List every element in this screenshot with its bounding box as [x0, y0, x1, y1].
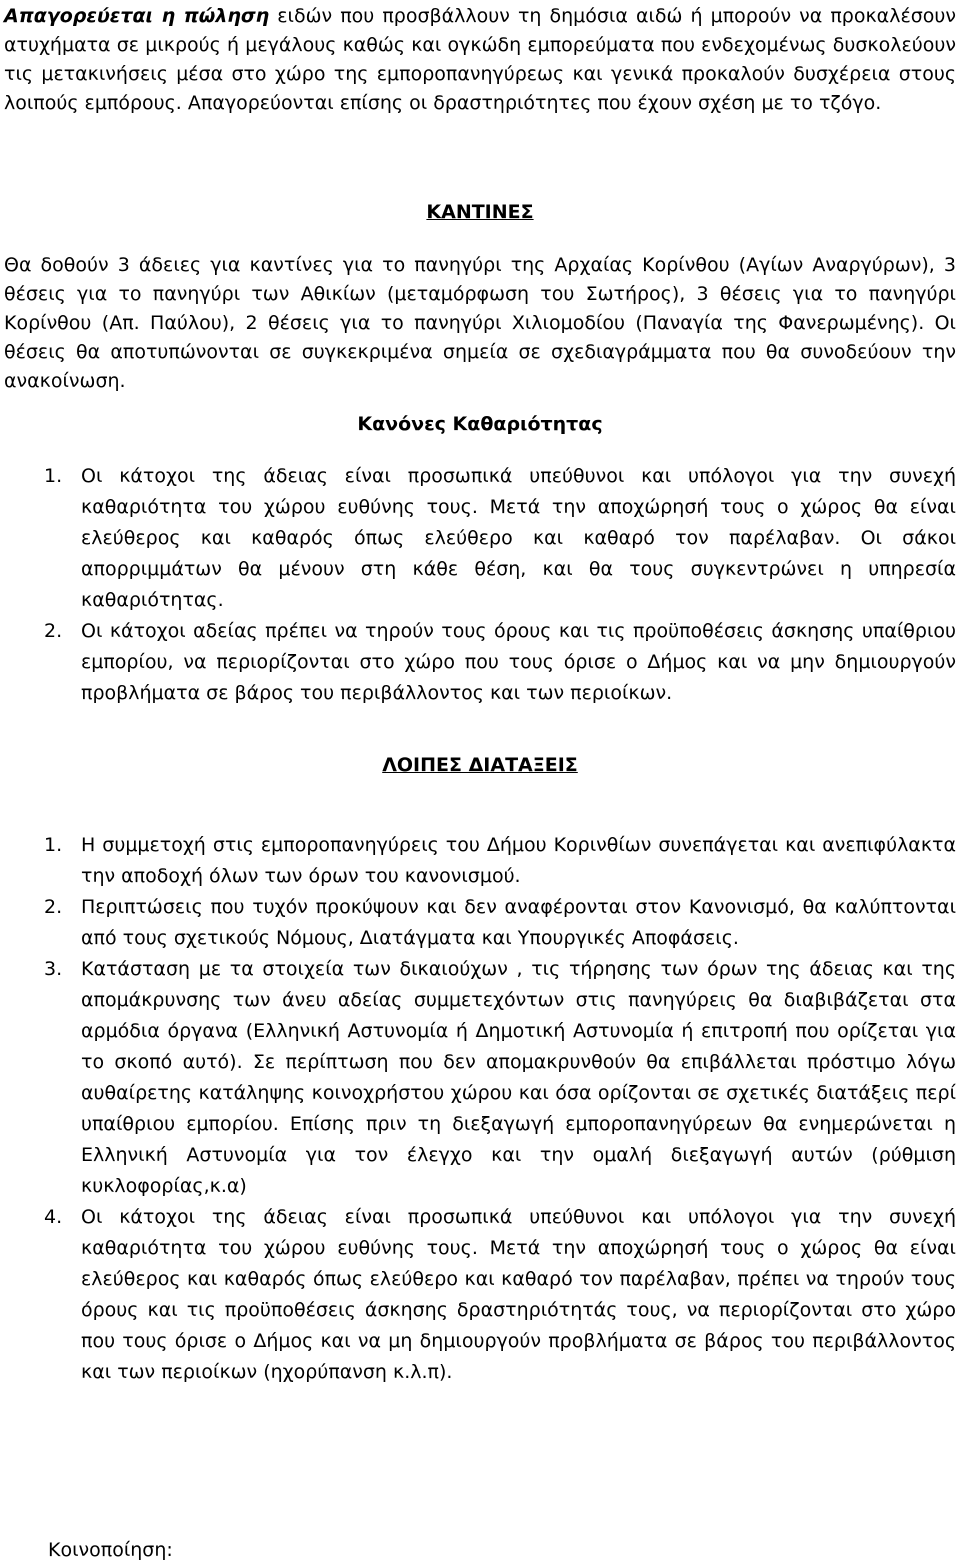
item-number: 2.: [44, 896, 63, 918]
kantines-paragraph: Θα δοθούν 3 άδειες για καντίνες για το πανηγύρι της Αρχαίας Κορίνθου (Αγίων Αναργύρων), 3 θέσεις για το πανηγύρι των Αθικίων (μεταμόρφωση του Σωτήρος), 3 θέσεις για το πανηγύρι Κορίνθου (Απ. Παύλου), 2 θέσεις για το πανηγύρι Χιλιομοδίου (Παναγία της Φανερωμένης). Οι θέσεις θα αποτυπώνονται σε συγκεκριμένα σημεία σε σχεδιαγράμματα που θα συνοδεύουν την ανακοίνωση.: [4, 254, 956, 392]
intro-text: ειδών που προσβάλλουν τη δημόσια αιδώ ή μπορούν να προκαλέσουν ατυχήματα σε μικρούς ή μεγάλους καθώς και ογκώδη εμπορεύματα που ενδεχομένως δυσκολεύουν τις μετακινήσεις μέσα στο χώρο της εμποροπανηγύρεως και γενικά προκαλούν δυσχέρεια στους λοιπούς εμπόρους. Απαγορεύονται επίσης οι δραστηριότητες που έχουν σχέση με το τζόγο.: [4, 5, 956, 114]
item-number: 3.: [44, 958, 63, 980]
cleaning-list: [4, 461, 956, 709]
other-provisions-list: [4, 830, 956, 1388]
intro-paragraph: [4, 2, 956, 118]
list-item: [4, 830, 956, 892]
item-number: 1.: [44, 465, 63, 487]
item-text: Κατάσταση με τα στοιχεία των δικαιούχων , τις τήρησης των όρων της άδειας και της απομάκρυνσης των άνευ αδείας συμμετεχόντων στις πανηγύρεις θα διαβιβάζεται στα αρμόδια όργανα (Ελληνική Αστυνομία ή Δημοτική Αστυνομία ή επιτροπή που ορίζεται για το σκοπό αυτό). Σε περίπτωση που δεν απομακρυνθούν θα επιβάλλεται πρόστιμο λόγω αυθαίρετης κατάληψης κοινοχρήστου χώρου και όσα ορίζονται σε σχετικές διατάξεις περί υπαίθριου εμπορίου. Επίσης πριν τη διεξαγωγή εμποροπανηγύρεων θα ενημερώνεται η Ελληνική Αστυνομία για τον έλεγχο και την ομαλή διεξαγωγή αυτών (ρύθμιση κυκλοφορίας,κ.α): [81, 958, 956, 1197]
distribution-label: Κοινοποίηση:: [48, 1539, 173, 1561]
item-text: Οι κάτοχοι της άδειας είναι προσωπικά υπεύθυνοι και υπόλογοι για την συνεχή καθαριότητα του χώρου ευθύνης τους. Μετά την αποχώρησή τους ο χώρος θα είναι ελεύθερος και καθαρός όπως ελεύθερο και καθαρό τον παρέλαβαν. Οι σάκοι απορριμμάτων θα μένουν στη κάθε θέση, και θα τους συγκεντρώνει η υπηρεσία καθαριότητας.: [81, 465, 956, 611]
item-number: 1.: [44, 834, 63, 856]
item-text: Η συμμετοχή στις εμποροπανηγύρεις του Δήμου Κορινθίων συνεπάγεται και ανεπιφύλακτα την αποδοχή όλων των όρων του κανονισμού.: [81, 834, 956, 887]
list-item: [4, 461, 956, 616]
list-item: [4, 954, 956, 1202]
intro-lead: Απαγορεύεται η πώληση: [4, 5, 270, 27]
item-text: Οι κάτοχοι αδείας πρέπει να τηρούν τους όρους και τις προϋποθέσεις άσκησης υπαίθριου εμπορίου, να περιορίζονται στο χώρο που τους όρισε ο Δήμος και να μην δημιουργούν προβλήματα σε βάρος του περιβάλλοντος και των περιοίκων.: [81, 620, 956, 704]
other-provisions-heading: ΛΟΙΠΕΣ ΔΙΑΤΑΞΕΙΣ: [382, 754, 578, 776]
item-text: Οι κάτοχοι της άδειας είναι προσωπικά υπεύθυνοι και υπόλογοι για την συνεχή καθαριότητα του χώρου ευθύνης τους. Μετά την αποχώρησή τους ο χώρος θα είναι ελεύθερος και καθαρός όπως ελεύθερο και καθαρό τον παρέλαβαν, πρέπει να τηρούν τους όρους και τις προϋποθέσεις άσκησης δραστηριότητάς τους, να περιορίζονται στο χώρο που τους όρισε ο Δήμος και να μη δημιουργούν προβλήματα σε βάρος του περιβάλλοντος και των περιοίκων (ηχορύπανση κ.λ.π).: [81, 1206, 956, 1383]
kantines-heading: ΚΑΝΤΙΝΕΣ: [426, 201, 534, 223]
cleaning-heading: Κανόνες Καθαριότητας: [357, 413, 603, 435]
item-number: 2.: [44, 620, 63, 642]
list-item: [4, 1202, 956, 1388]
item-number: 4.: [44, 1206, 63, 1228]
list-item: [4, 616, 956, 709]
list-item: [4, 892, 956, 954]
item-text: Περιπτώσεις που τυχόν προκύψουν και δεν αναφέρονται στον Κανονισμό, θα καλύπτονται από τους σχετικούς Νόμους, Διατάγματα και Υπουργικές Αποφάσεις.: [81, 896, 956, 949]
